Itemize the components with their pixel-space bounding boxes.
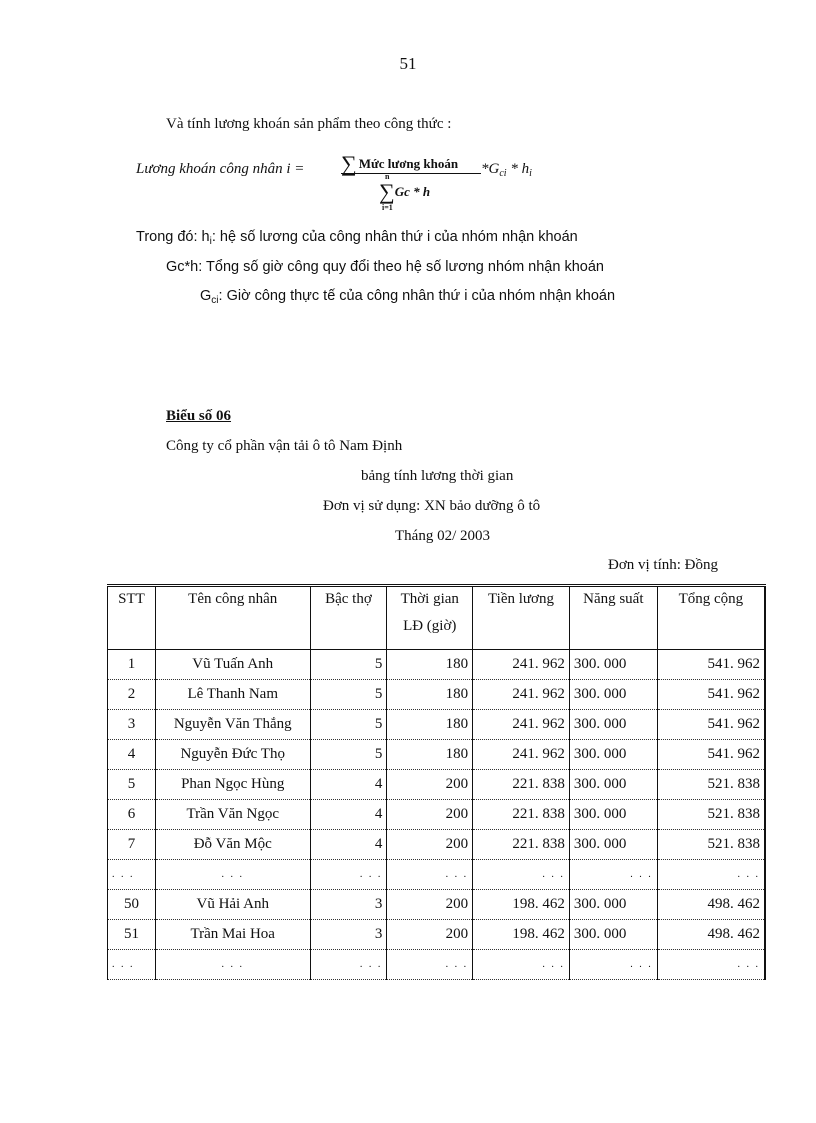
table-header-row (108, 586, 766, 650)
table-row (108, 890, 766, 920)
cell-wage: 198. 462 (473, 920, 570, 950)
cell-productivity: . . . (569, 860, 657, 890)
cell-hours: 200 (387, 920, 473, 950)
rhs-h-sub: i (529, 168, 532, 179)
cell-total: 498. 462 (657, 890, 765, 920)
cell-stt: 51 (108, 920, 156, 950)
cell-grade: 5 (310, 650, 387, 680)
cell-total: 541. 962 (657, 710, 765, 740)
cell-name: Vũ Hải Anh (155, 890, 310, 920)
currency-unit: Đơn vị tính: Đồng (608, 557, 719, 573)
def1-sub: i (209, 236, 212, 247)
cell-productivity: 300. 000 (569, 680, 657, 710)
formula-rhs (481, 161, 532, 179)
cell-stt: . . . (108, 950, 156, 980)
salary-table (107, 584, 766, 980)
sum-limit-bottom: i=1 (382, 203, 393, 212)
cell-stt: 2 (108, 680, 156, 710)
cell-total: 521. 838 (657, 800, 765, 830)
cell-hours: 180 (387, 650, 473, 680)
cell-name: Lê Thanh Nam (155, 680, 310, 710)
cell-grade: 4 (310, 800, 387, 830)
page-number: 51 (399, 54, 417, 73)
cell-wage: . . . (473, 860, 570, 890)
cell-name: Nguyễn Đức Thọ (155, 740, 310, 770)
wage-formula (136, 148, 576, 218)
cell-wage: 241. 962 (473, 680, 570, 710)
cell-stt: 1 (108, 650, 156, 680)
cell-grade: 4 (310, 830, 387, 860)
cell-total: . . . (657, 950, 765, 980)
cell-name: . . . (155, 860, 310, 890)
header-hours (387, 586, 473, 650)
cell-stt: 5 (108, 770, 156, 800)
definition-line-2: Gc*h: Tổng số giờ công quy đổi theo hệ số lương nhóm nhận khoán (166, 259, 604, 275)
cell-productivity: 300. 000 (569, 710, 657, 740)
cell-stt: 3 (108, 710, 156, 740)
cell-total: 498. 462 (657, 920, 765, 950)
table-row (108, 770, 766, 800)
header-wage: Tiền lương (473, 586, 570, 650)
cell-hours: 180 (387, 710, 473, 740)
rhs-h: * h (506, 161, 530, 177)
table-row (108, 920, 766, 950)
table-row (108, 800, 766, 830)
cell-name: Nguyễn Văn Thắng (155, 710, 310, 740)
cell-total: 521. 838 (657, 770, 765, 800)
cell-hours: 200 (387, 800, 473, 830)
cell-productivity: 300. 000 (569, 830, 657, 860)
cell-productivity: 300. 000 (569, 920, 657, 950)
cell-name: Trần Mai Hoa (155, 920, 310, 950)
def3-a: G (200, 288, 212, 304)
form-code: Biểu số 06 (166, 408, 232, 424)
sum-limit-top: n (385, 172, 390, 181)
cell-stt: 4 (108, 740, 156, 770)
definition-line-3 (200, 288, 615, 306)
month-label: Tháng 02/ 2003 (395, 528, 490, 544)
table-row (108, 950, 766, 980)
cell-hours: . . . (387, 950, 473, 980)
fraction-bar (341, 173, 481, 174)
using-unit: Đơn vị sử dụng: XN bảo dưỡng ô tô (323, 498, 541, 514)
header-grade: Bậc thợ (310, 586, 387, 650)
cell-wage: 221. 838 (473, 800, 570, 830)
cell-name: Trần Văn Ngọc (155, 800, 310, 830)
header-name: Tên công nhân (155, 586, 310, 650)
cell-grade: 5 (310, 710, 387, 740)
def3-b: : Giờ công thực tế của công nhân thứ i của nhóm nhận khoán (218, 288, 616, 304)
cell-total: 541. 962 (657, 740, 765, 770)
sigma-icon: ∑ (379, 179, 395, 204)
header-total: Tổng cộng (657, 586, 765, 650)
formula-denominator (379, 176, 430, 202)
table-row (108, 650, 766, 680)
cell-grade: . . . (310, 860, 387, 890)
header-stt: STT (108, 586, 156, 650)
rhs-g: *G (481, 161, 500, 177)
cell-wage: 241. 962 (473, 710, 570, 740)
def1-a: Trong đó: h (136, 229, 210, 245)
cell-total: . . . (657, 860, 765, 890)
cell-name: Phan Ngọc Hùng (155, 770, 310, 800)
cell-productivity: 300. 000 (569, 800, 657, 830)
cell-productivity: 300. 000 (569, 770, 657, 800)
cell-stt: 7 (108, 830, 156, 860)
cell-wage: 221. 838 (473, 830, 570, 860)
cell-total: 541. 962 (657, 680, 765, 710)
cell-name: Đỗ Văn Mộc (155, 830, 310, 860)
cell-grade: 3 (310, 890, 387, 920)
sheet-title: bảng tính lương thời gian (361, 468, 514, 484)
table-row (108, 680, 766, 710)
def3-sub: ci (211, 295, 219, 306)
numerator-text: Mức lương khoán (358, 156, 459, 171)
cell-grade: 5 (310, 740, 387, 770)
cell-grade: 3 (310, 920, 387, 950)
cell-name: Vũ Tuấn Anh (155, 650, 310, 680)
cell-grade: 5 (310, 680, 387, 710)
cell-stt: 6 (108, 800, 156, 830)
formula-numerator (341, 148, 458, 174)
denominator-text: Gc * h (394, 184, 431, 199)
sigma-icon: ∑ (341, 151, 357, 176)
cell-grade: 4 (310, 770, 387, 800)
header-hours-line2: LĐ (giờ) (403, 618, 457, 634)
cell-total: 541. 962 (657, 650, 765, 680)
cell-wage: 198. 462 (473, 890, 570, 920)
company-name: Công ty cổ phần vận tải ô tô Nam Định (166, 438, 403, 454)
cell-hours: 200 (387, 770, 473, 800)
table-row (108, 830, 766, 860)
definition-line-1 (136, 229, 578, 247)
table-row (108, 740, 766, 770)
cell-stt: . . . (108, 860, 156, 890)
table-row (108, 710, 766, 740)
cell-total: 521. 838 (657, 830, 765, 860)
cell-name: . . . (155, 950, 310, 980)
rhs-g-sub: ci (499, 168, 507, 179)
header-productivity: Năng suất (569, 586, 657, 650)
cell-wage: 241. 962 (473, 650, 570, 680)
cell-wage: 221. 838 (473, 770, 570, 800)
table-row (108, 860, 766, 890)
cell-wage: . . . (473, 950, 570, 980)
def1-b: : hệ số lương của công nhân thứ i của nhóm nhận khoán (211, 229, 578, 245)
cell-wage: 241. 962 (473, 740, 570, 770)
intro-text: Và tính lương khoán sản phẩm theo công thức : (166, 116, 452, 132)
cell-hours: 180 (387, 680, 473, 710)
cell-productivity: 300. 000 (569, 650, 657, 680)
cell-productivity: . . . (569, 950, 657, 980)
cell-grade: . . . (310, 950, 387, 980)
cell-productivity: 300. 000 (569, 740, 657, 770)
cell-hours: 180 (387, 740, 473, 770)
cell-hours: . . . (387, 860, 473, 890)
header-hours-line1: Thời gian (400, 591, 459, 607)
cell-hours: 200 (387, 890, 473, 920)
formula-lhs: Lương khoán công nhân i = (136, 161, 305, 177)
cell-hours: 200 (387, 830, 473, 860)
cell-stt: 50 (108, 890, 156, 920)
cell-productivity: 300. 000 (569, 890, 657, 920)
